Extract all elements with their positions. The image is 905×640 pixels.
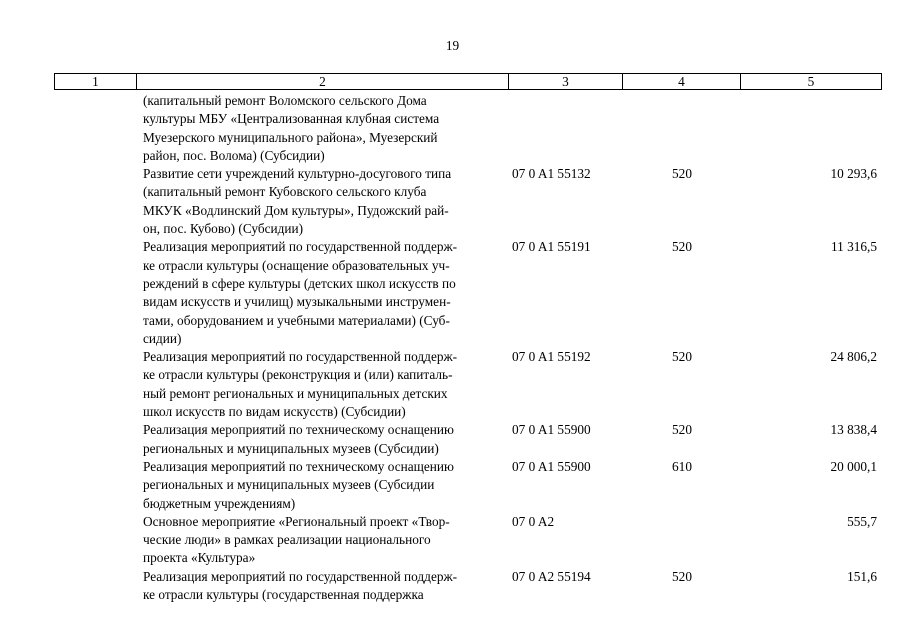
table-row bbox=[54, 238, 881, 348]
expense-name-line: район, пос. Волома) (Субсидии) bbox=[143, 147, 325, 163]
amount-value: 151,6 bbox=[847, 568, 877, 584]
expense-name-line: ке отрасли культуры (реконструкция и (или) капиталь- bbox=[143, 367, 453, 383]
page-number: 19 bbox=[445, 38, 460, 53]
target-article-code: 07 0 A1 55192 bbox=[512, 349, 591, 365]
expense-name-line: МКУК «Водлинский Дом культуры», Пудожский рай- bbox=[143, 202, 449, 218]
amount-value: 555,7 bbox=[847, 513, 877, 529]
table-row bbox=[54, 568, 881, 605]
expense-name-cell bbox=[143, 568, 503, 605]
table-row bbox=[54, 513, 881, 568]
column-header-table bbox=[54, 73, 882, 90]
target-article-code: 07 0 A1 55191 bbox=[512, 239, 591, 255]
expense-name-line: (капитальный ремонт Воломского сельского Дома bbox=[143, 93, 427, 108]
target-article-code: 07 0 A1 55900 bbox=[512, 458, 591, 474]
expense-name-line: ке отрасли культуры (государственная поддержка bbox=[143, 587, 424, 603]
expense-name-line: региональных и муниципальных музеев (Субсидии) bbox=[143, 440, 439, 456]
expense-name-line: Реализация мероприятий по техническому оснащению bbox=[143, 458, 454, 474]
expense-type-code: 520 bbox=[672, 239, 692, 255]
table-row bbox=[54, 92, 881, 165]
amount-value: 10 293,6 bbox=[830, 166, 877, 182]
expense-type-code: 520 bbox=[672, 568, 692, 584]
table-row bbox=[54, 421, 881, 458]
target-article-code: 07 0 A2 55194 bbox=[512, 568, 591, 584]
column-header-4: 4 bbox=[623, 74, 741, 90]
expense-type-code: 520 bbox=[672, 422, 692, 438]
expense-name-line: тами, оборудованием и учебными материалами) (Суб- bbox=[143, 312, 450, 328]
expense-name-line: реждений в сфере культуры (детских школ искусств по bbox=[143, 275, 456, 291]
expense-name-line: Муезерского муниципального района», Муезерский bbox=[143, 129, 438, 145]
expense-name-cell bbox=[143, 165, 503, 238]
expense-name-line: Реализация мероприятий по государственной поддерж- bbox=[143, 568, 458, 584]
amount-value: 11 316,5 bbox=[830, 239, 877, 255]
column-header-1: 1 bbox=[55, 74, 137, 90]
target-article-code: 07 0 A1 55132 bbox=[512, 166, 591, 182]
expense-name-line: Развитие сети учреждений культурно-досугового типа bbox=[143, 166, 452, 182]
column-header-5: 5 bbox=[741, 74, 882, 90]
target-article-code: 07 0 A1 55900 bbox=[512, 422, 591, 438]
target-article-code: 07 0 A2 bbox=[512, 513, 555, 529]
column-header-3: 3 bbox=[509, 74, 623, 90]
expense-name-line: школ искусств по видам искусств) (Субсидии) bbox=[143, 404, 406, 420]
expense-name-line: Основное мероприятие «Региональный проект «Твор- bbox=[143, 513, 450, 529]
expense-type-code: 520 bbox=[672, 349, 692, 365]
expense-name-line: сидии) bbox=[143, 330, 182, 346]
column-header-row bbox=[55, 74, 882, 90]
expense-name-line: региональных и муниципальных музеев (Субсидии bbox=[143, 477, 435, 493]
amount-value: 20 000,1 bbox=[830, 458, 877, 474]
expense-name-cell bbox=[143, 513, 503, 568]
table-body bbox=[54, 92, 881, 604]
expense-name-cell bbox=[143, 238, 503, 348]
expense-name-cell bbox=[143, 348, 503, 421]
expense-name-line: Реализация мероприятий по государственной поддерж- bbox=[143, 349, 458, 365]
table-row bbox=[54, 348, 881, 421]
expense-name-cell bbox=[143, 458, 503, 513]
expense-name-line: Реализация мероприятий по техническому оснащению bbox=[143, 422, 454, 438]
expense-name-cell bbox=[143, 92, 503, 165]
expense-name-line: видам искусств и училищ) музыкальными инструмен- bbox=[143, 294, 451, 310]
expense-name-line: проекта «Культура» bbox=[143, 550, 256, 566]
expense-name-line: ный ремонт региональных и муниципальных детских bbox=[143, 385, 448, 401]
expense-name-line: (капитальный ремонт Кубовского сельского клуба bbox=[143, 184, 427, 200]
expense-name-line: ческие люди» в рамках реализации национального bbox=[143, 532, 431, 548]
expense-type-code: 610 bbox=[672, 458, 692, 474]
expense-name-line: он, пос. Кубово) (Субсидии) bbox=[143, 221, 304, 237]
expense-name-cell bbox=[143, 421, 503, 458]
expense-name-line: бюджетным учреждениям) bbox=[143, 495, 296, 511]
expense-type-code: 520 bbox=[672, 166, 692, 182]
table-row bbox=[54, 165, 881, 238]
expense-name-line: Реализация мероприятий по государственной поддерж- bbox=[143, 239, 458, 255]
amount-value: 24 806,2 bbox=[830, 349, 877, 365]
expense-name-line: культуры МБУ «Централизованная клубная система bbox=[143, 111, 440, 127]
amount-value: 13 838,4 bbox=[830, 422, 877, 438]
table-row bbox=[54, 458, 881, 513]
column-header-2: 2 bbox=[137, 74, 509, 90]
expense-name-line: ке отрасли культуры (оснащение образовательных уч- bbox=[143, 257, 450, 273]
